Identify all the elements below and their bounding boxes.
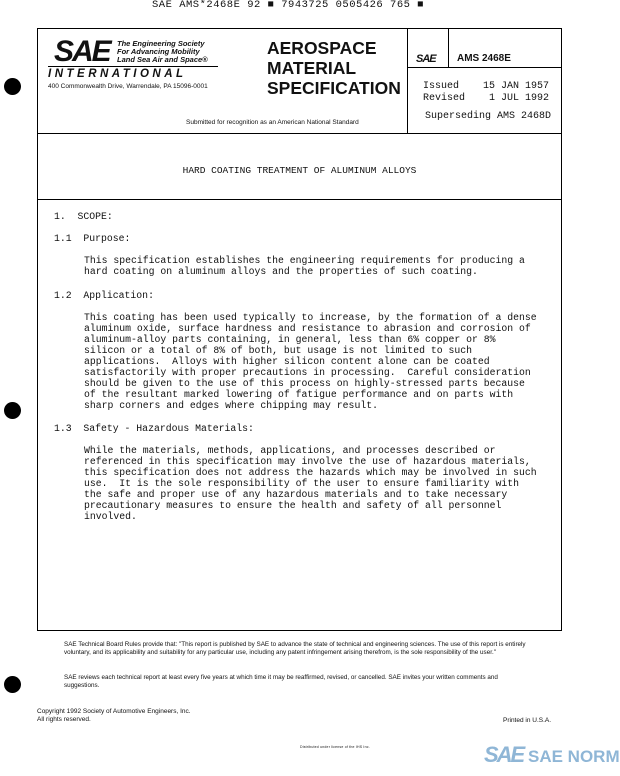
title-line-aerospace: AEROSPACE [267, 38, 377, 58]
binder-hole-top [4, 78, 21, 95]
watermark-sae-logo: SAE [484, 742, 524, 767]
superseding-note: Superseding AMS 2468D [425, 111, 552, 122]
spec-number-divider [448, 29, 449, 67]
issue-dates [423, 81, 549, 105]
sae-mini-logo: SAE [416, 53, 436, 65]
title-line-specification: SPECIFICATION [267, 78, 401, 98]
revised-date: Revised 1 JUL 1992 [423, 93, 550, 104]
watermark-text: SAE NORM [527, 747, 620, 766]
section-application-heading: 1.2 Application: [54, 290, 154, 301]
document-frame [37, 28, 562, 631]
scan-code: SAE AMS*2468E 92 ■ 7943725 0505426 765 ■ [152, 0, 425, 11]
sae-address: 400 Commonwealth Drive, Warrendale, PA 15096-0001 [48, 83, 208, 90]
section-scope: 1. SCOPE: [54, 211, 113, 222]
section-purpose-heading: 1.1 Purpose: [54, 233, 131, 244]
logo-international: INTERNATIONAL [48, 66, 218, 80]
review-note: SAE reviews each technical report at least every five years at which time it may be reaffirmed, revised, or cancelled. SAE invites your written comments and suggestions. [64, 674, 498, 689]
section-safety-text: While the materials, methods, applications, and processes described or referenced in this specification may involve the use of hazardous materials, this specification does not address the hazards which may be involved in such use. It is the sole responsibility of the user to ensure familiarity with the safe and proper use of any hazardous materials and to take necessary precautionary measures to ensure the health and safety of all personnel involved. [84, 445, 537, 522]
document-body [54, 211, 554, 522]
section-application-text: This coating has been used typically to increase, by the formation of a dense aluminum oxide, surface hardness and resistance to abrasion and corrosion of aluminum-alloy parts containing, in general, less than 6% copper or 8% silicon or a total of 8% of both, but usage is not limited to such applications. Alloys with higher silicon content alone can be coated satisfactorily with proper precautions in processing. Careful consideration should be given to the use of this process on highly-stressed parts because of the resultant marked lowering of fatigue performance and on parts with sharp corners and edges where chipping may result. [84, 312, 537, 411]
copyright-note: Copyright 1992 Society of Automotive Engineers, Inc. All rights reserved. [37, 708, 191, 723]
title-line-material: MATERIAL [267, 58, 357, 78]
header-divider [407, 29, 408, 133]
printed-in-usa: Printed in U.S.A. [503, 717, 552, 724]
header-bottom-rule [38, 133, 561, 134]
spec-box-divider [407, 67, 561, 68]
spec-type-title [267, 38, 401, 98]
document-title: HARD COATING TREATMENT OF ALUMINUM ALLOYS [182, 165, 417, 176]
distribution-note: Distributed under license of the IHS Inc. [300, 745, 370, 749]
binder-hole-bottom [4, 676, 21, 693]
spec-number: AMS 2468E [457, 53, 511, 64]
binder-hole-middle [4, 402, 21, 419]
issued-date: Issued 15 JAN 1957 [423, 81, 550, 92]
title-bottom-rule [38, 199, 561, 200]
technical-board-rules: SAE Technical Board Rules provide that: "This report is published by SAE to advance the state of technical and engineering sciences. The use of this report is entirely voluntary, and its applicability and suitability for any particular use, including any patent infringement arising therefrom, is the sole responsibility of the user." [64, 641, 526, 656]
ans-submitted-note: Submitted for recognition as an American National Standard [186, 119, 359, 126]
sae-norm-watermark [484, 742, 620, 768]
section-purpose-text: This specification establishes the engineering requirements for producing a hard coating on aluminum alloys and the properties of such coating. [84, 255, 525, 277]
sae-logo: SAE [54, 35, 110, 68]
section-safety-heading: 1.3 Safety - Hazardous Materials: [54, 423, 254, 434]
logo-tagline: The Engineering Society For Advancing Mobility Land Sea Air and Space® [117, 39, 208, 64]
